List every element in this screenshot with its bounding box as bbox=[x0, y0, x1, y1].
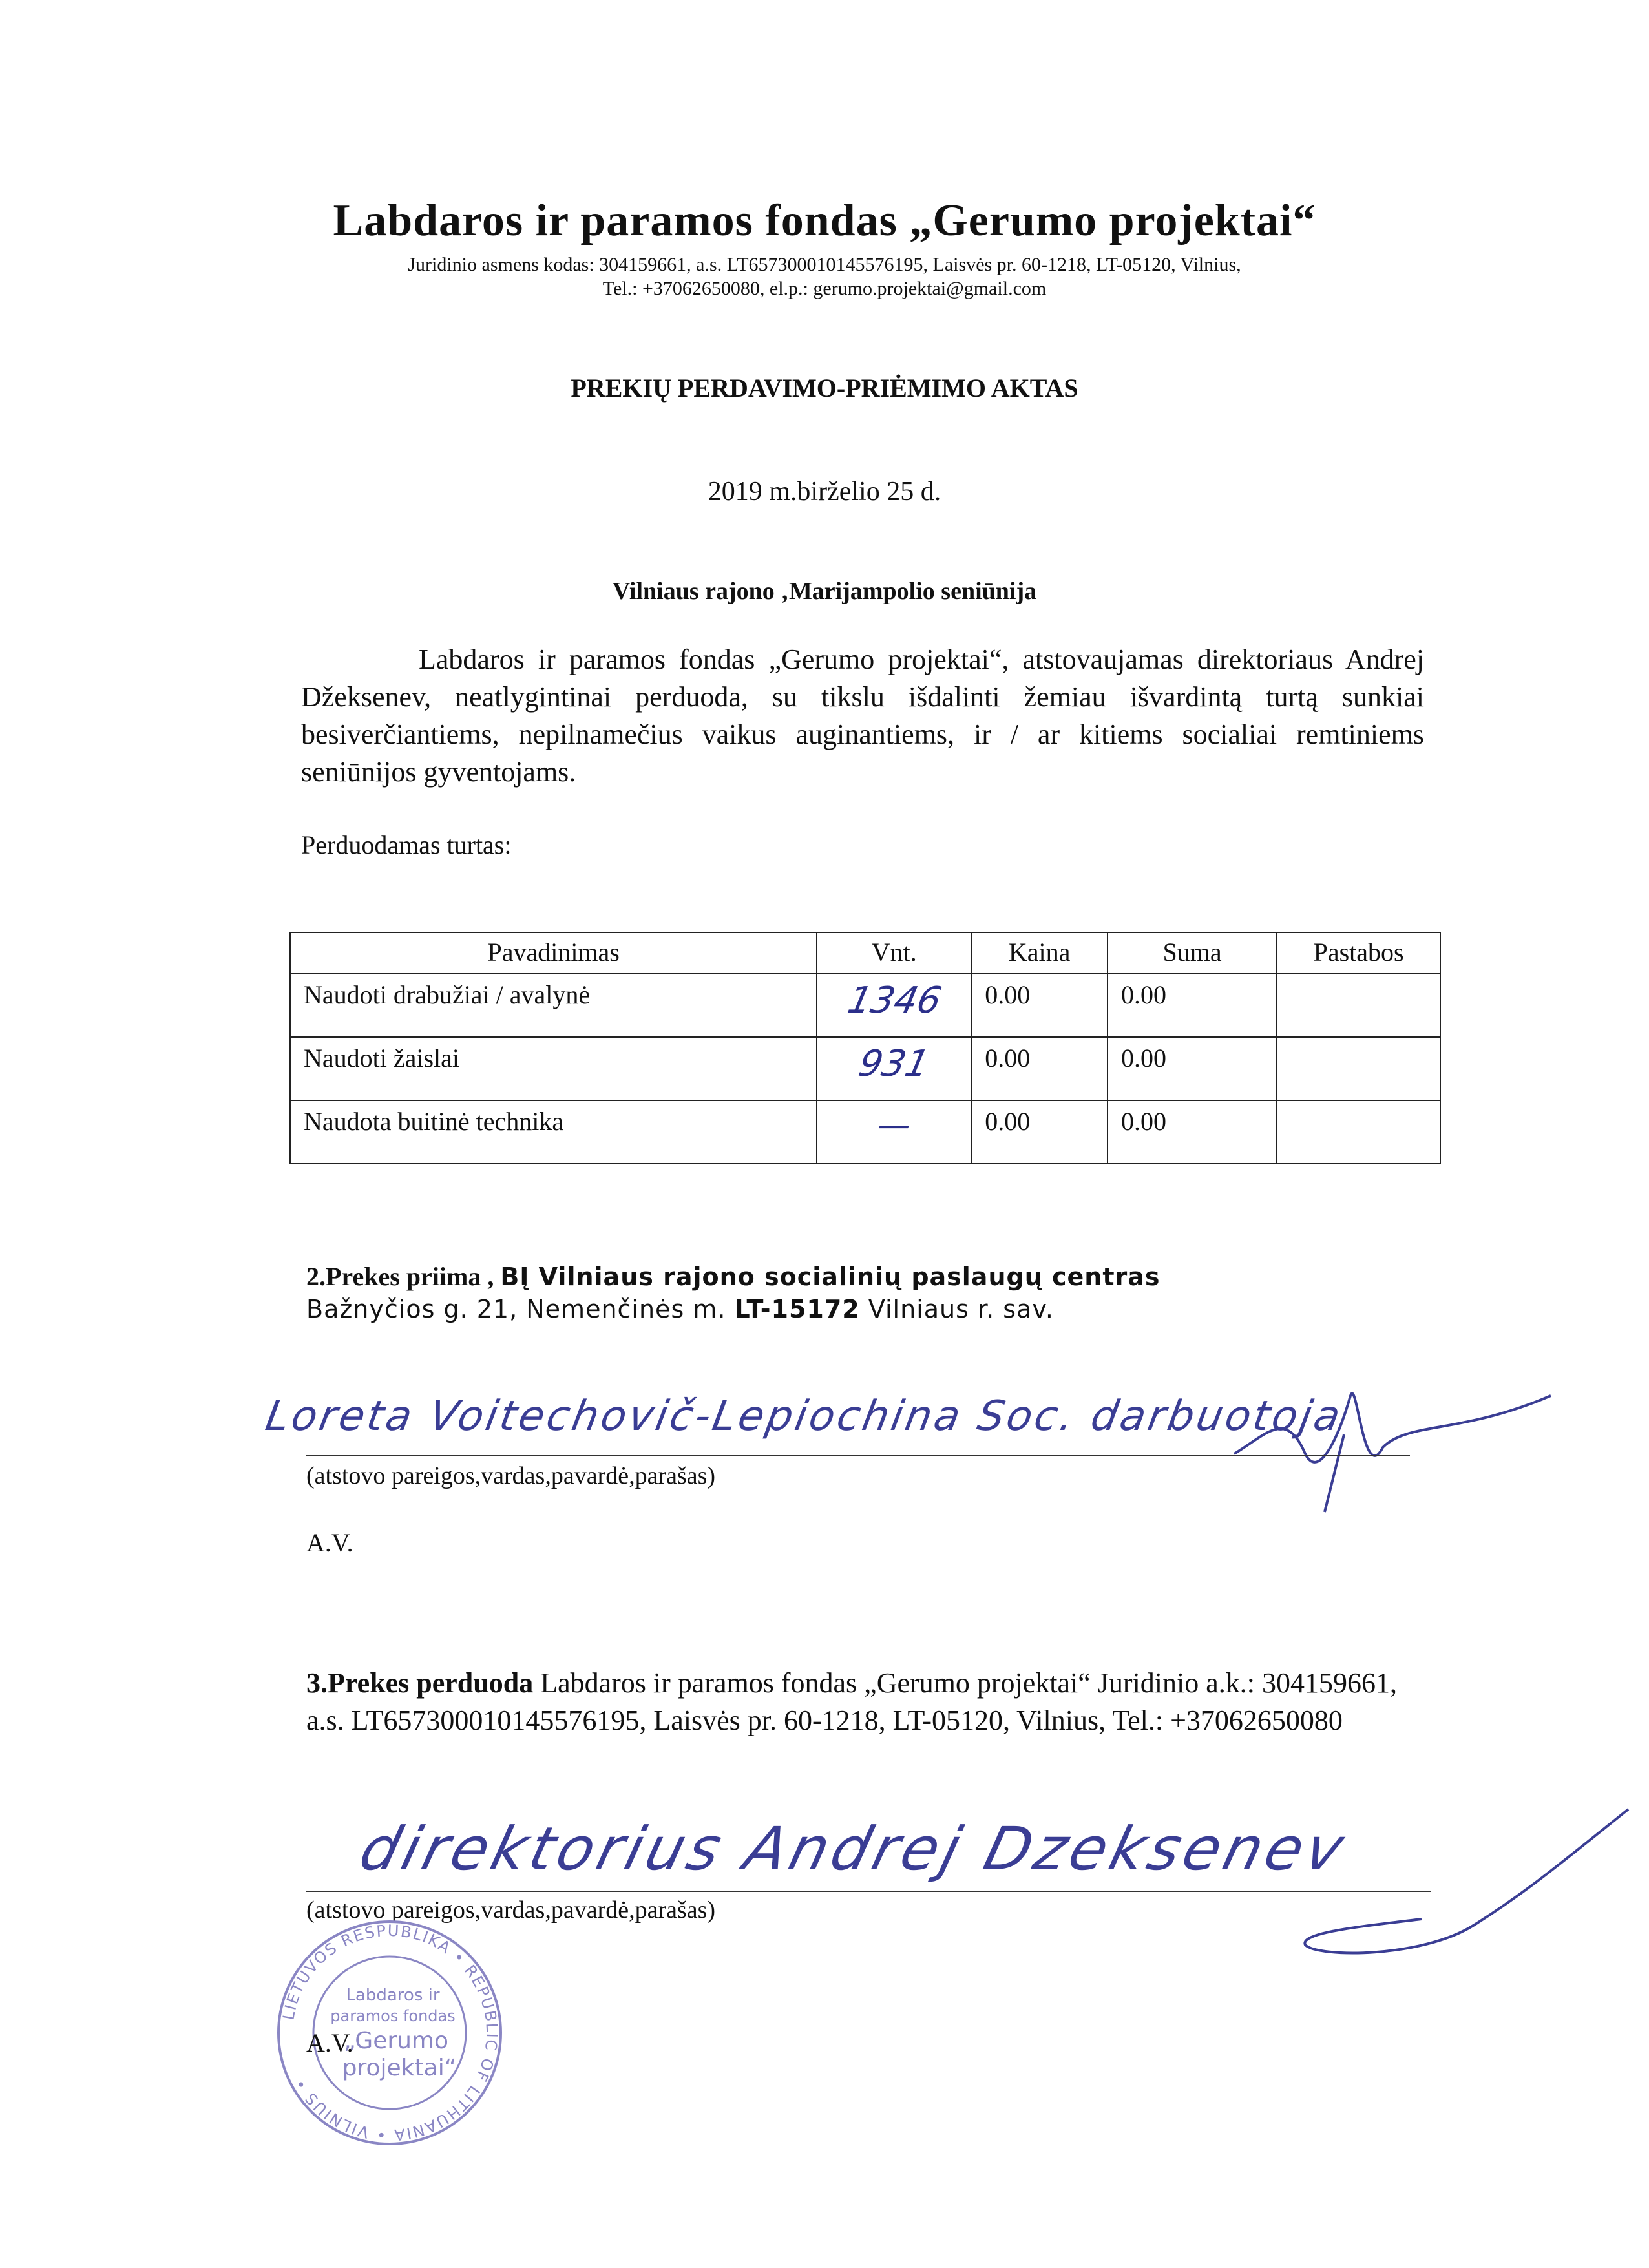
organization-name: Labdaros ir paramos fondas „Gerumo projektai“ bbox=[333, 196, 1316, 246]
document-title: PREKIŲ PERDAVIMO-PRIĖMIMO AKTAS bbox=[571, 373, 1078, 403]
receiver-address-end: Vilniaus r. sav. bbox=[868, 1295, 1055, 1323]
receiver-address-start: Bažnyčios g. 21, Nemenčinės m. bbox=[306, 1295, 726, 1323]
item-price: 0.00 bbox=[971, 1100, 1108, 1164]
sender-signature-line bbox=[306, 1891, 1431, 1892]
seal-inner-line-3: „Gerumo bbox=[343, 2028, 449, 2054]
receiver-signature-handwriting: Loreta Voitechovič-Lepiochina Soc. darbuotoja bbox=[262, 1392, 1347, 1440]
column-header-price: Kaina bbox=[971, 932, 1108, 974]
item-notes bbox=[1277, 1100, 1440, 1164]
sender-stamp-label: A.V. bbox=[306, 2028, 353, 2057]
sender-text: Labdaros ir paramos fondas „Gerumo projektai“ Juridinio a.k.: 304159661, a.s. LT657300010145576195, Laisvės pr. 60-1218, LT-05120, Vilnius, Tel.: +37062650080 bbox=[306, 1667, 1397, 1736]
column-header-notes: Pastabos bbox=[1277, 932, 1440, 974]
recipient-heading: Vilniaus rajono ‚Marijampolio seniūnija bbox=[612, 578, 1037, 605]
intro-text: Labdaros ir paramos fondas „Gerumo projektai“, atstovaujamas direktoriaus Andrej Džeksenev, neatlygintinai perduoda, su tikslu išdalinti žemiau išvardintą turtą sunkiai besiverčiantiems, nepilnamečius vaikus auginantiems, ir / ar kitiems socialiai remtiniems seniūnijos gyventojams. bbox=[301, 644, 1424, 788]
receiver-postal-code: LT-15172 bbox=[734, 1295, 860, 1323]
item-notes bbox=[1277, 1037, 1440, 1100]
header-contact-line: Tel.: +37062650080, el.p.: gerumo.projektai@gmail.com bbox=[602, 278, 1047, 299]
column-header-sum: Suma bbox=[1108, 932, 1277, 974]
receiver-lead: 2.Prekes priima , bbox=[306, 1262, 494, 1291]
item-units-cell bbox=[817, 1100, 971, 1164]
item-name: Naudota buitinė technika bbox=[290, 1100, 817, 1164]
receiver-signature-caption: (atstovo pareigos,vardas,pavardė,parašas) bbox=[306, 1462, 716, 1489]
seal-inner-line-4: projektai“ bbox=[342, 2055, 457, 2081]
item-sum: 0.00 bbox=[1108, 974, 1277, 1037]
seal-outer-text: LIETUVOS RESPUBLIKA • REPUBLIC OF LITHUANIA • VILNIUS • bbox=[279, 1921, 501, 2145]
intro-paragraph bbox=[301, 641, 1424, 791]
sender-signature-caption: (atstovo pareigos,vardas,pavardė,parašas) bbox=[306, 1896, 716, 1924]
item-units-handwritten: — bbox=[874, 1106, 914, 1144]
table-header-row bbox=[290, 932, 1440, 974]
item-units-handwritten: 931 bbox=[855, 1043, 934, 1085]
receiver-institution: BĮ Vilniaus rajono socialinių paslaugų centras bbox=[500, 1263, 1161, 1291]
document-date: 2019 m.birželio 25 d. bbox=[708, 477, 941, 507]
table-row bbox=[290, 1100, 1440, 1164]
sender-lead: 3.Prekes perduoda bbox=[306, 1667, 534, 1699]
table-row bbox=[290, 974, 1440, 1037]
item-notes bbox=[1277, 974, 1440, 1037]
receiver-section bbox=[306, 1261, 1161, 1292]
receiver-stamp-label: A.V. bbox=[306, 1528, 353, 1557]
column-header-units: Vnt. bbox=[817, 932, 971, 974]
transferred-label: Perduodamas turtas: bbox=[301, 830, 512, 859]
seal-inner-line-2: paramos fondas bbox=[330, 2007, 456, 2025]
item-units-handwritten: 1346 bbox=[843, 980, 945, 1022]
item-name: Naudoti drabužiai / avalynė bbox=[290, 974, 817, 1037]
receiver-signature-line bbox=[306, 1455, 1410, 1456]
header-registration-line: Juridinio asmens kodas: 304159661, a.s. LT657300010145576195, Laisvės pr. 60-1218, LT-05120, Vilnius, bbox=[408, 254, 1241, 275]
item-sum: 0.00 bbox=[1108, 1037, 1277, 1100]
sender-signature-handwriting: direktorius Andrej Dzeksenev bbox=[353, 1814, 1355, 1884]
receiver-address bbox=[306, 1295, 1054, 1323]
item-units-cell bbox=[817, 974, 971, 1037]
sender-signature-scribble bbox=[1279, 1796, 1641, 1964]
receiver-signature-scribble bbox=[1228, 1357, 1564, 1525]
item-sum: 0.00 bbox=[1108, 1100, 1277, 1164]
column-header-name: Pavadinimas bbox=[290, 932, 817, 974]
item-price: 0.00 bbox=[971, 974, 1108, 1037]
item-price: 0.00 bbox=[971, 1037, 1108, 1100]
seal-inner-line-1: Labdaros ir bbox=[346, 1986, 440, 2005]
table-row bbox=[290, 1037, 1440, 1100]
items-table bbox=[289, 932, 1441, 1164]
sender-section bbox=[306, 1664, 1418, 1739]
item-units-cell bbox=[817, 1037, 971, 1100]
item-name: Naudoti žaislai bbox=[290, 1037, 817, 1100]
